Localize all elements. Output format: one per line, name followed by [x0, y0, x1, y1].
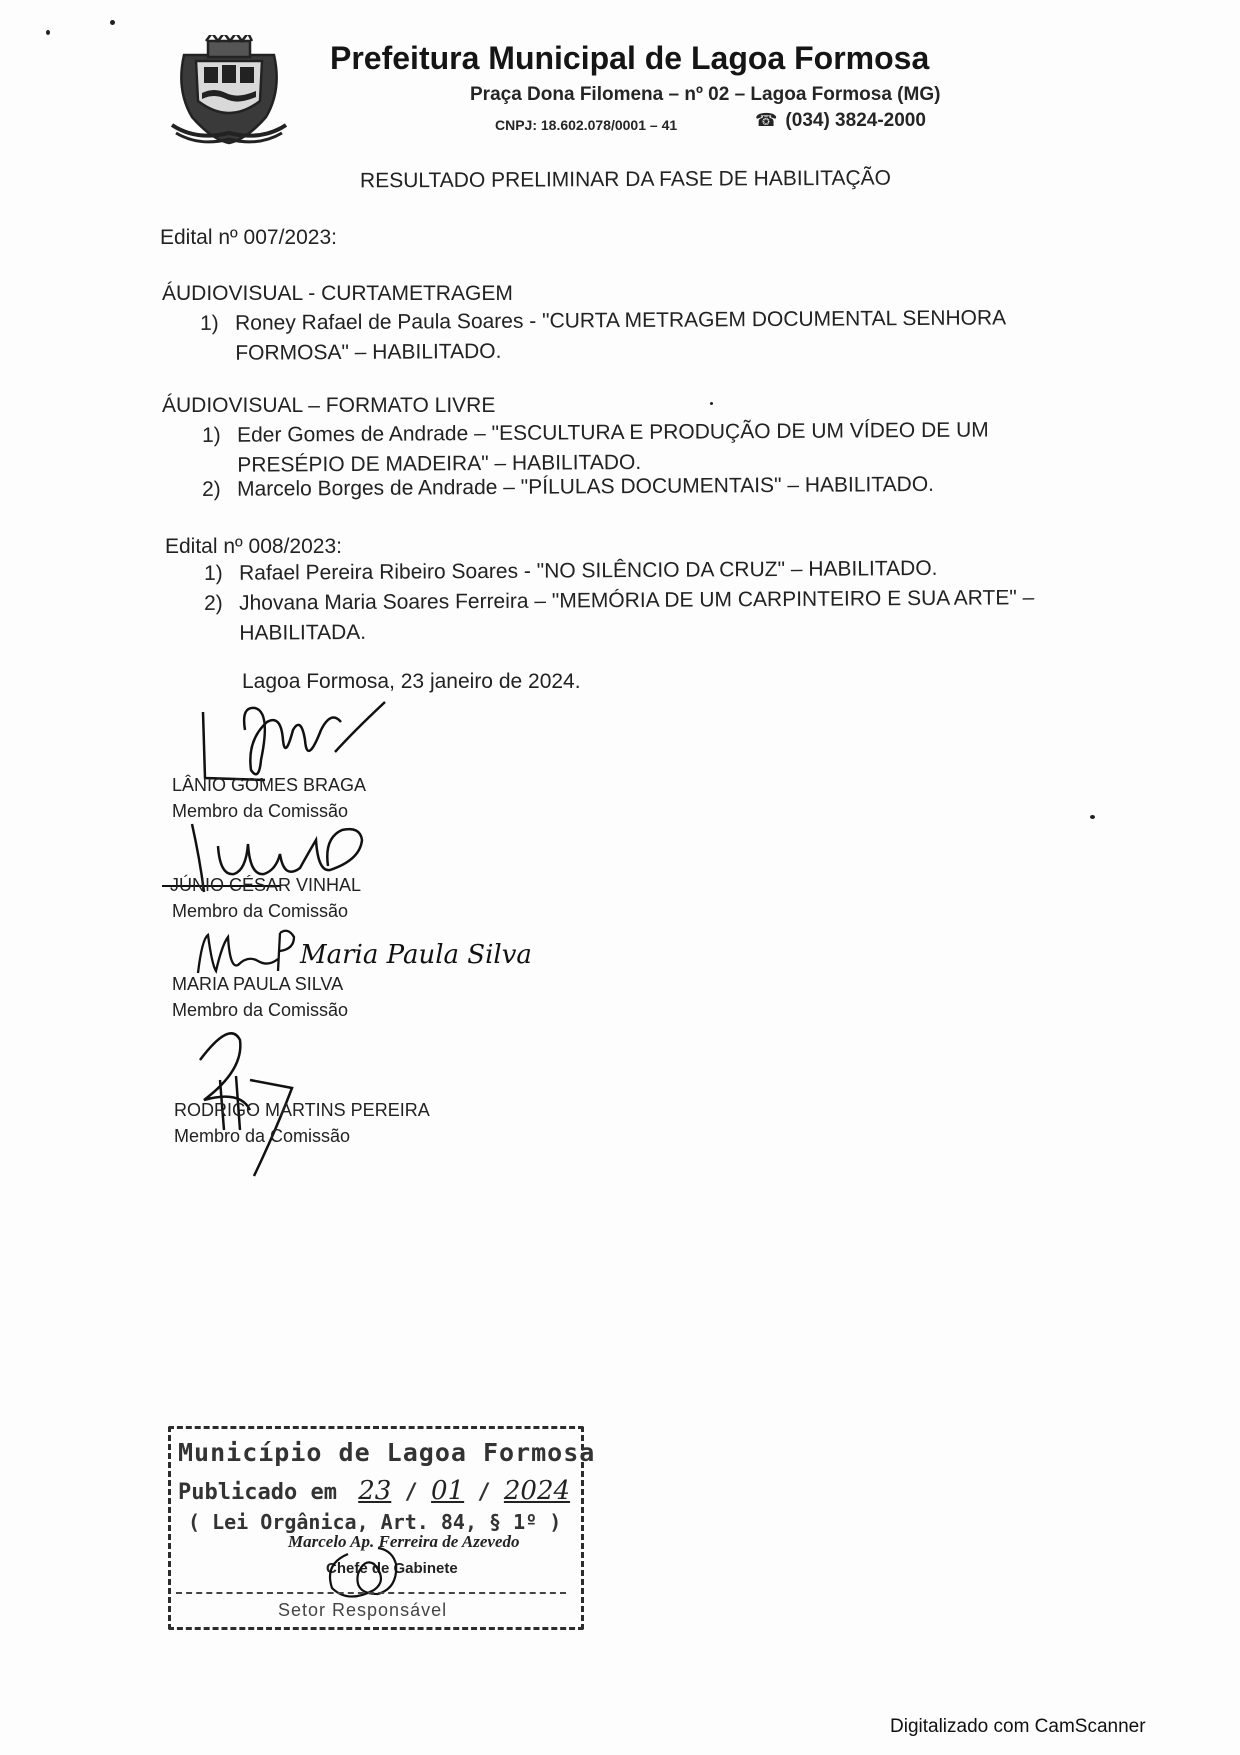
scan-speck — [110, 20, 115, 25]
edital-008-heading: Edital nº 008/2023: — [165, 535, 342, 558]
municipal-coat-of-arms-icon — [166, 35, 292, 147]
item-number: 2) — [204, 591, 223, 615]
signatory-name: RODRIGO MARTINS PEREIRA — [174, 1100, 430, 1120]
stamp-legal-reference: ( Lei Orgânica, Art. 84, § 1º ) — [188, 1510, 562, 1534]
municipality-phone — [755, 110, 926, 132]
category-heading: ÁUDIOVISUAL – FORMATO LIVRE — [162, 394, 496, 417]
edital-007-heading: Edital nº 007/2023: — [160, 226, 337, 249]
municipality-cnpj: CNPJ: 18.602.078/0001 – 41 — [495, 117, 678, 133]
item-text-continued: HABILITADA. — [239, 620, 367, 645]
scan-speck — [46, 30, 50, 35]
phone-number: (034) 3824-2000 — [785, 110, 926, 131]
stamp-signer-role: Chefe de Gabinete — [326, 1560, 458, 1577]
stamp-divider — [176, 1592, 566, 1594]
item-number: 1) — [200, 311, 219, 335]
stamp-signature-scribble — [318, 1544, 408, 1604]
handwritten-signature-text: Maria Paula Silva — [300, 940, 532, 970]
document-title: RESULTADO PRELIMINAR DA FASE DE HABILITAÇÃO — [359, 166, 892, 193]
municipality-address: Praça Dona Filomena – nº 02 – Lagoa Formosa (MG) — [470, 84, 941, 105]
item-text-continued: FORMOSA" – HABILITADO. — [235, 339, 502, 365]
item-text: Eder Gomes de Andrade – "ESCULTURA E PRODUÇÃO DE UM VÍDEO DE UM — [236, 418, 989, 447]
date-line: Lagoa Formosa, 23 janeiro de 2024. — [242, 670, 581, 693]
stamp-footer: Setor Responsável — [278, 1600, 448, 1620]
signatory-role: Membro da Comissão — [174, 1126, 351, 1146]
stamp-date-year: 2024 — [503, 1476, 571, 1506]
stamp-municipality: Município de Lagoa Formosa — [178, 1438, 596, 1467]
camscanner-watermark: Digitalizado com CamScanner — [890, 1716, 1146, 1737]
item-number: 2) — [202, 477, 221, 501]
item-number: 1) — [202, 423, 221, 447]
signatory-name: JÚNIO CÉSAR VINHAL — [170, 875, 362, 895]
stamp-signer-name: Marcelo Ap. Ferreira de Azevedo — [288, 1532, 520, 1551]
stamp-date-month: 01 — [431, 1476, 465, 1506]
signatory-name: MARIA PAULA SILVA — [172, 974, 344, 994]
telephone-icon: ☎ — [755, 110, 778, 130]
scan-speck — [710, 402, 713, 405]
stamp-published-label: Publicado em — [178, 1480, 337, 1505]
item-text: Jhovana Maria Soares Ferreira – "MEMÓRIA DE UM CARPINTEIRO E SUA ARTE" – — [238, 586, 1035, 615]
item-text: Roney Rafael de Paula Soares - "CURTA METRAGEM DOCUMENTAL SENHORA — [234, 306, 1007, 335]
item-number: 1) — [204, 561, 223, 585]
municipality-title: Prefeitura Municipal de Lagoa Formosa — [330, 40, 930, 76]
stamp-published-date: Publicado em 23 / 01 / 2024 — [178, 1476, 571, 1506]
signatory-role: Membro da Comissão — [172, 901, 349, 921]
signatory-name: LÂNIO GOMES BRAGA — [172, 775, 367, 795]
item-text: Marcelo Borges de Andrade – "PÍLULAS DOCUMENTAIS" – HABILITADO. — [236, 472, 935, 501]
scan-speck — [1090, 815, 1095, 819]
signatory-role: Membro da Comissão — [172, 1000, 349, 1020]
category-heading: ÁUDIOVISUAL - CURTAMETRAGEM — [162, 282, 513, 305]
signatory-role: Membro da Comissão — [172, 801, 349, 821]
item-text: Rafael Pereira Ribeiro Soares - "NO SILÊNCIO DA CRUZ" – HABILITADO. — [238, 556, 938, 585]
item-text-continued: PRESÉPIO DE MADEIRA" – HABILITADO. — [237, 450, 642, 477]
stamp-date-day: 23 — [358, 1476, 392, 1506]
publication-stamp — [168, 1426, 596, 1632]
